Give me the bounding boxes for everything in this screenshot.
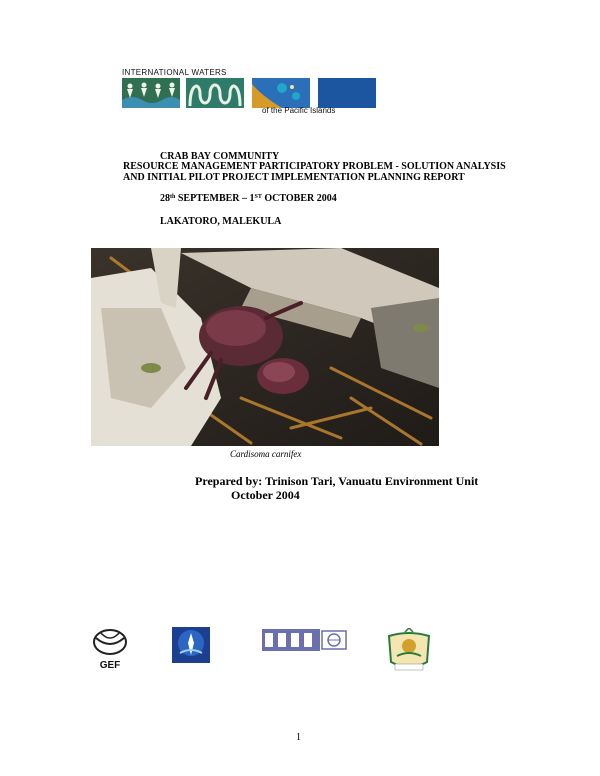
report-title-line-3: AND INITIAL PILOT PROJECT IMPLEMENTATION PLANNING REPORT [123,172,465,183]
vanuatu-government-emblem [381,628,437,674]
logo-bottom-text: of the Pacific Islands [262,106,336,115]
report-dates: 28th SEPTEMBER – 1ST OCTOBER 2004 [160,193,337,204]
report-location: LAKATORO, MALEKULA [160,216,282,227]
prepared-by: Prepared by: Trinison Tari, Vanuatu Environment Unit [195,474,479,488]
logo-tile-island [252,78,310,108]
logo-top-text: INTERNATIONAL WATERS [122,68,227,77]
report-title-line-1: CRAB BAY COMMUNITY [160,151,280,162]
logo-tile-people [122,78,180,108]
prepared-date: October 2004 [231,488,300,502]
logo-tile-waves [186,78,244,108]
logo-tile-ocean [318,78,376,108]
report-title-line-2: RESOURCE MANAGEMENT PARTICIPATORY PROBLEM - SOLUTION ANALYSIS [123,161,506,172]
crab-photo [91,248,439,446]
gef-label: GEF [99,660,121,671]
gef-logo [90,628,130,672]
page-number: 1 [296,732,301,743]
sprep-logo [172,627,210,663]
international-waters-logo [122,68,376,116]
photo-caption: Cardisoma carnifex [230,449,302,459]
undp-logo [262,629,348,651]
